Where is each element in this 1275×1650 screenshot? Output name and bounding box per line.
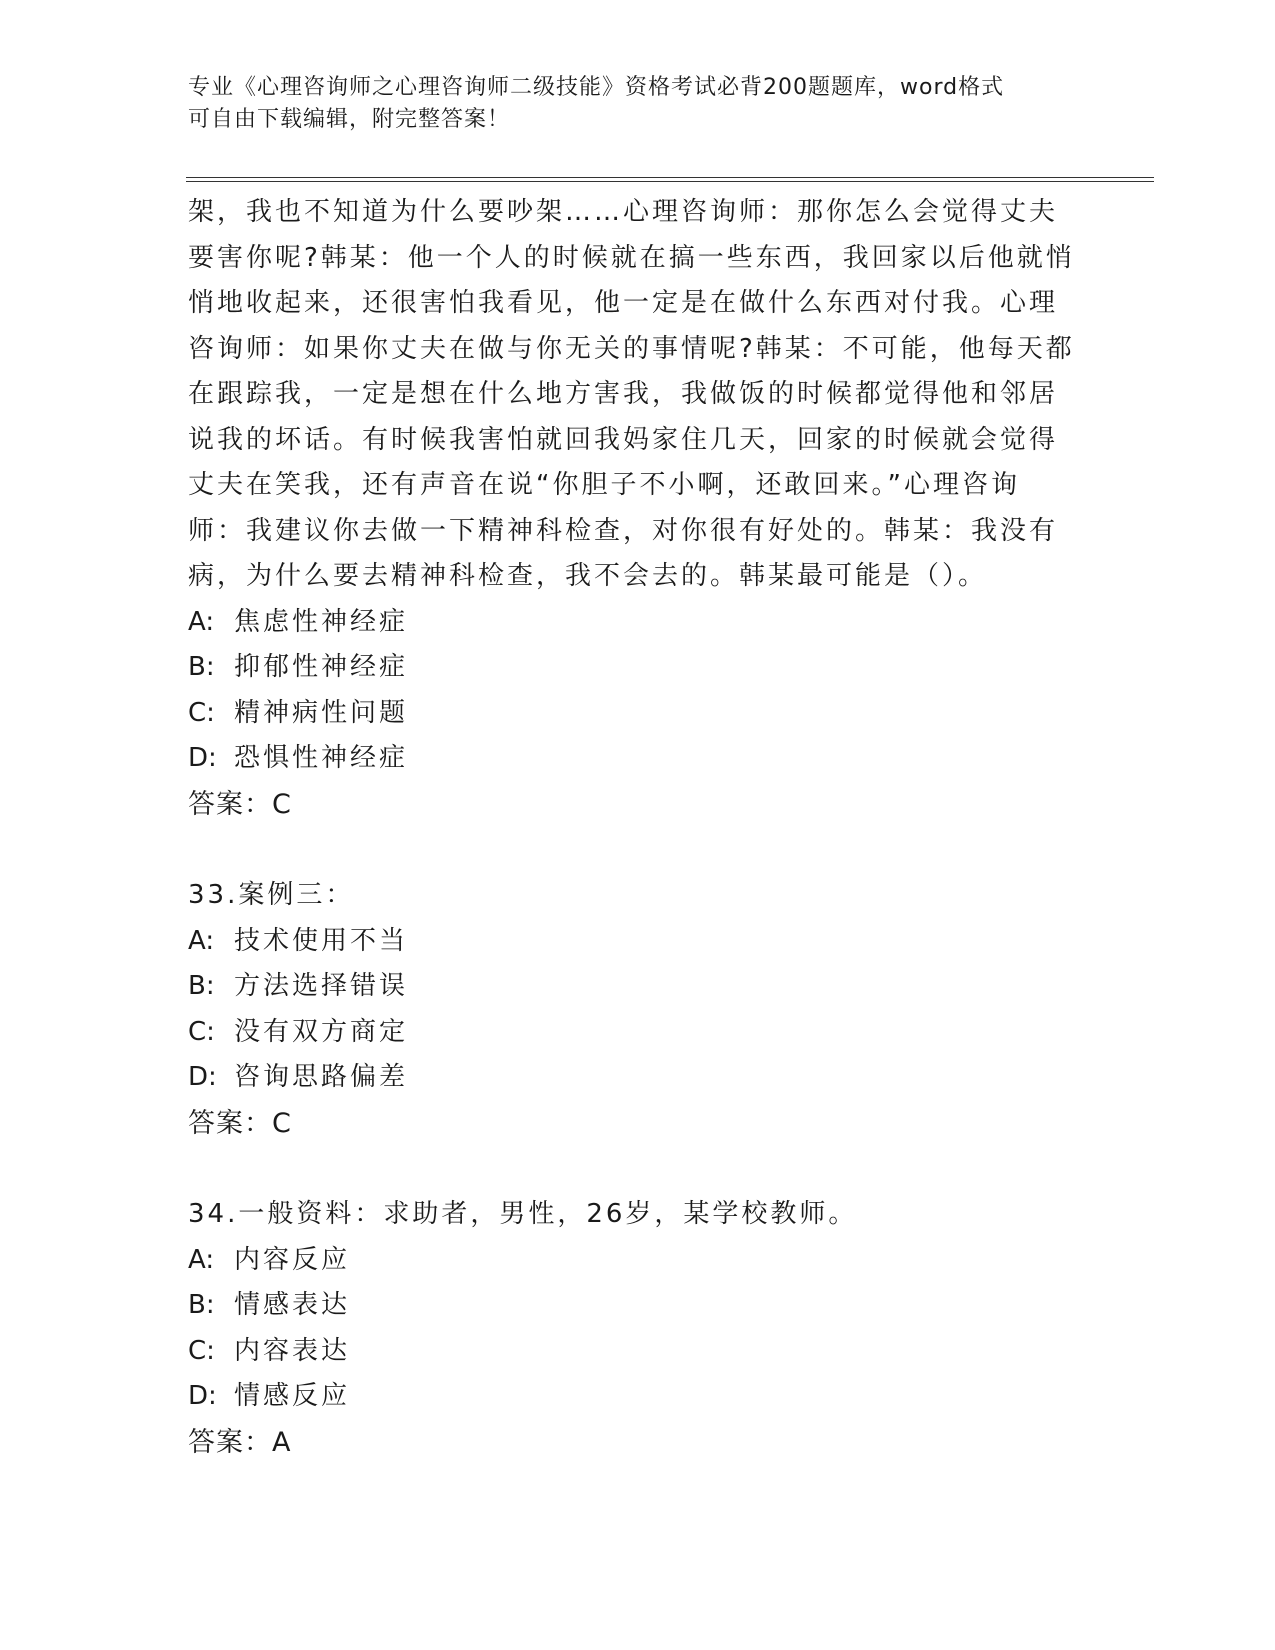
option-key: A: [188,1244,215,1275]
passage-line: 在跟踪我，一定是想在什么地方害我，我做饭的时候都觉得他和邻居 [188,379,1059,409]
option-key: C: [188,1335,215,1366]
option-a [188,919,1088,965]
question-title: 33.案例三： [188,880,355,910]
option-text: 恐惧性神经症 [234,743,409,773]
option-c [188,1329,1088,1375]
option-b [188,645,1088,691]
document-header [188,72,1088,136]
answer-label: 答案：C [188,1107,292,1139]
passage-line: 要害你呢?韩某：他一个人的时候就在搞一些东西，我回家以后他就悄 [188,242,1075,273]
header-title-line-1: 专业《心理咨询师之心理咨询师二级技能》资格考试必背200题题库，word格式 [188,75,1005,100]
option-text: 内容反应 [234,1244,351,1275]
option-key: D: [188,1381,217,1411]
option-key: B: [188,1290,215,1320]
option-key: B: [188,652,215,682]
option-text: 咨询思路偏差 [234,1062,409,1092]
option-a [188,600,1088,646]
option-text: 技术使用不当 [234,925,409,956]
option-key: C: [188,1016,215,1047]
option-text: 精神病性问题 [234,697,409,728]
option-text: 没有双方商定 [234,1016,409,1047]
passage-line: 架，我也不知道为什么要吵架……心理咨询师：那你怎么会觉得丈夫 [188,197,1059,227]
option-text: 焦虑性神经症 [234,606,409,637]
document-body [188,190,1088,1465]
option-c [188,1010,1088,1056]
option-c [188,691,1088,737]
option-b [188,964,1088,1010]
option-d [188,1374,1088,1420]
option-key: D: [188,743,217,773]
header-title-line-2: 可自由下载编辑，附完整答案！ [188,107,511,132]
option-text: 抑郁性神经症 [234,652,409,682]
option-key: D: [188,1062,217,1092]
passage-line: 悄地收起来，还很害怕我看见，他一定是在做什么东西对付我。心理 [188,288,1059,318]
option-d [188,1055,1088,1101]
header-divider [186,177,1154,182]
spacer [188,827,1088,873]
question-33-block [188,873,1088,1146]
option-text: 内容表达 [234,1335,351,1366]
option-key: C: [188,697,215,728]
option-text: 方法选择错误 [234,971,409,1001]
option-text: 情感反应 [234,1381,351,1411]
option-key: A: [188,925,215,956]
option-d [188,736,1088,782]
passage-line: 咨询师：如果你丈夫在做与你无关的事情呢?韩某：不可能，他每天都 [188,333,1075,364]
question-32-block [188,190,1088,827]
question-34-block [188,1192,1088,1465]
option-b [188,1283,1088,1329]
passage-line: 丈夫在笑我，还有声音在说“你胆子不小啊，还敢回来。”心理咨询 [188,470,1020,500]
answer-label: 答案：C [188,788,292,820]
question-title: 34.一般资料：求助者，男性，26岁，某学校教师。 [188,1199,858,1229]
spacer [188,1146,1088,1192]
option-key: B: [188,971,215,1001]
passage-line: 师：我建议你去做一下精神科检查，对你很有好处的。韩某：我没有 [188,515,1059,546]
option-a [188,1238,1088,1284]
passage-line: 病，为什么要去精神科检查，我不会去的。韩某最可能是（）。 [188,561,988,591]
answer-label: 答案：A [188,1426,292,1458]
option-key: A: [188,606,215,637]
passage-line: 说我的坏话。有时候我害怕就回我妈家住几天，回家的时候就会觉得 [188,424,1059,455]
option-text: 情感表达 [234,1290,351,1320]
